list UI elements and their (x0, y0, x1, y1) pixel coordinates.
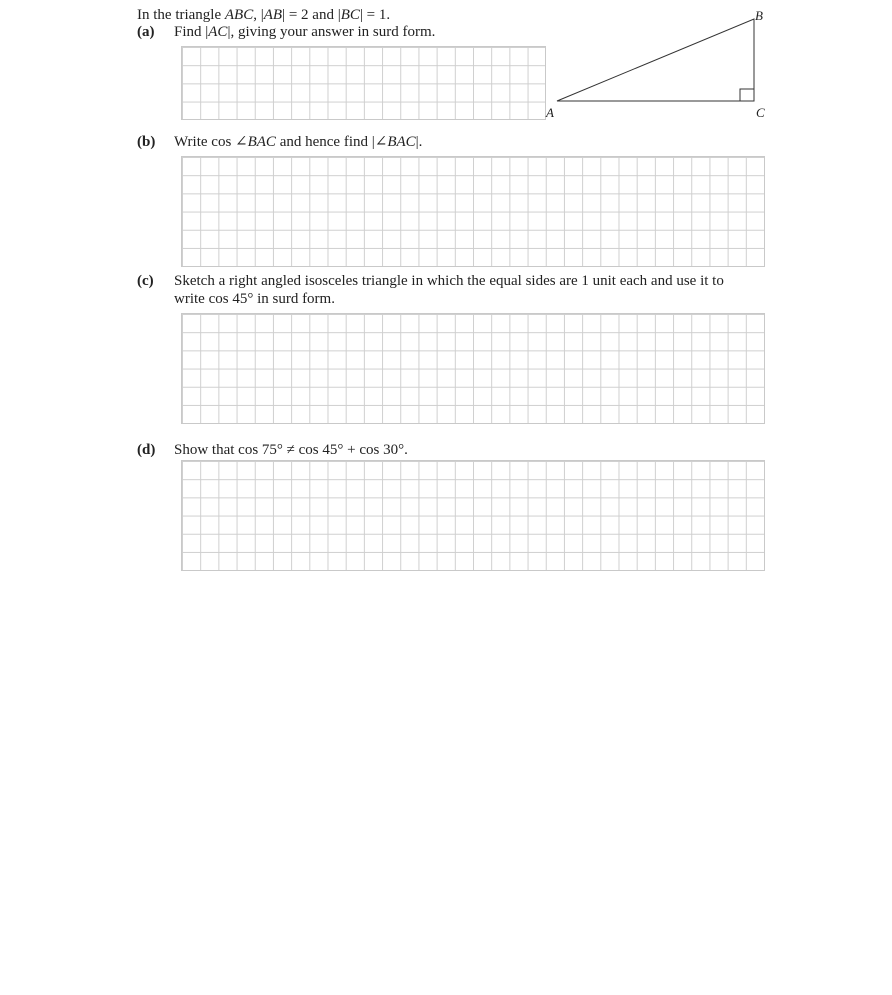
part-c-label: (c) (137, 273, 154, 289)
intro-text-a: In the triangle (137, 7, 225, 23)
part-b-question (174, 133, 422, 151)
part-a-text-b: |, giving your answer in surd form. (227, 24, 436, 40)
side-ac: AC (208, 24, 228, 40)
vertex-label-b: B (755, 8, 763, 23)
angle-bac: BAC (247, 134, 276, 150)
intro-text-c: | = 2 and | (282, 7, 341, 23)
answer-grid-b[interactable] (181, 156, 765, 267)
vertex-label-c: C (756, 105, 765, 120)
answer-grid-d[interactable] (181, 460, 765, 571)
triangle-abc (557, 19, 754, 101)
intro-text-b: , | (253, 7, 264, 23)
part-c-line-2: write cos 45° in surd form. (174, 291, 335, 307)
part-a-label: (a) (137, 24, 155, 40)
part-d-question: Show that cos 75° ≠ cos 45° + cos 30°. (174, 442, 408, 458)
angle-bac-2: BAC (387, 134, 416, 150)
vertex-label-a: A (546, 105, 554, 120)
part-c-line-1: Sketch a right angled isosceles triangle in which the equal sides are 1 unit each and use it to (174, 273, 724, 289)
part-a-text-a: Find | (174, 24, 209, 40)
triangle-name: ABC (224, 7, 254, 23)
side-bc: BC (340, 7, 360, 23)
part-d-label: (d) (137, 442, 156, 458)
part-b-text-b: and hence find |∠ (275, 134, 388, 150)
right-angle-marker (740, 89, 754, 101)
triangle-diagram (0, 0, 892, 130)
answer-grid-c[interactable] (181, 313, 765, 424)
part-b-label: (b) (137, 134, 156, 150)
part-b-text-a: Write cos ∠ (174, 134, 248, 150)
intro-text-d: | = 1. (359, 7, 391, 23)
part-b-text-c: |. (415, 134, 423, 150)
side-ab: AB (263, 7, 283, 23)
